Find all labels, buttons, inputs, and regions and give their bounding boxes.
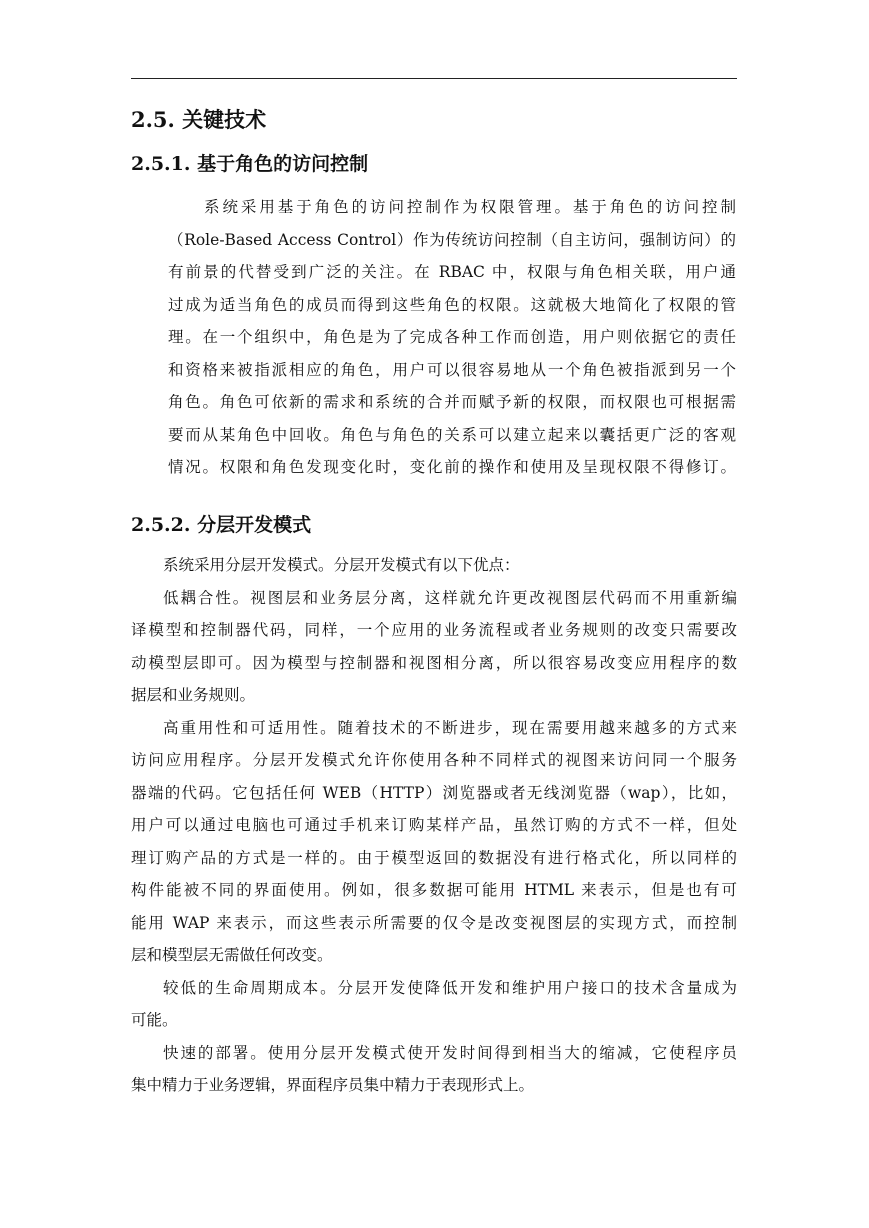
paragraph-line: 和资格来被指派相应的角色，用户可以很容易地从一个角色被指派到另一个 (168, 360, 736, 379)
paragraph-line: 据层和业务规则。 (131, 686, 256, 704)
paragraph-line: 过成为适当角色的成员而得到这些角色的权限。这就极大地简化了权限的管 (168, 295, 736, 314)
paragraph-line: 层和模型层无需做任何改变。 (131, 946, 333, 964)
paragraph-line: 情况。权限和角色发现变化时，变化前的操作和使用及呈现权限不得修订。 (168, 458, 736, 476)
paragraph-line: 器端的代码。它包括任何 WEB（HTTP）浏览器或者无线浏览器（wap），比如， (131, 783, 737, 802)
paragraph-line: （Role-Based Access Control）作为传统访问控制（自主访问，强制访问）的 (168, 230, 736, 249)
paragraph-line: 要而从某角色中回收。角色与角色的关系可以建立起来以囊括更广泛的客观 (168, 425, 736, 444)
paragraph-line: 理订购产品的方式是一样的。由于模型返回的数据没有进行格式化，所以同样的 (131, 848, 737, 867)
rbac-paragraph (168, 191, 736, 484)
paragraph-line: 集中精力于业务逻辑，界面程序员集中精力于表现形式上。 (131, 1076, 535, 1094)
paragraph-line: 角色。角色可依新的需求和系统的合并而赋予新的权限，而权限也可根据需 (168, 393, 736, 411)
paragraph-line: 有前景的代替受到广泛的关注。在 RBAC 中，权限与角色相关联，用户通 (168, 263, 736, 281)
paragraph-line: 系统采用分层开发模式。分层开发模式有以下优点： (163, 556, 520, 574)
section-heading-2-5-2: 2.5.2. 分层开发模式 (131, 514, 312, 536)
paragraph-line: 快速的部署。使用分层开发模式使开发时间得到相当大的缩减，它使程序员 (163, 1043, 737, 1062)
paragraph-line: 较低的生命周期成本。分层开发使降低开发和维护用户接口的技术含量成为 (163, 978, 737, 997)
paragraph-line: 能用 WAP 来表示，而这些表示所需要的仅令是改变视图层的实现方式，而控制 (131, 913, 737, 932)
paragraph-line: 系统采用基于角色的访问控制作为权限管理。基于角色的访问控制 (204, 198, 736, 216)
paragraph-line: 译模型和控制器代码，同样，一个应用的业务流程或者业务规则的改变只需要改 (131, 621, 737, 639)
paragraph-line: 低耦合性。视图层和业务层分离，这样就允许更改视图层代码而不用重新编 (163, 588, 737, 607)
paragraph-line: 访问应用程序。分层开发模式允许你使用各种不同样式的视图来访问同一个服务 (131, 751, 737, 769)
paragraph-line: 动模型层即可。因为模型与控制器和视图相分离，所以很容易改变应用程序的数 (131, 653, 737, 672)
paragraph-line: 可能。 (131, 1011, 178, 1029)
paragraph-line: 构件能被不同的界面使用。例如，很多数据可能用 HTML 来表示，但是也有可 (131, 881, 737, 899)
paragraph-line: 高重用性和可适用性。随着技术的不断进步，现在需要用越来越多的方式来 (163, 718, 737, 737)
section-heading-2-5-1: 2.5.1. 基于角色的访问控制 (131, 153, 369, 175)
section-heading-2-5: 2.5. 关键技术 (131, 107, 267, 132)
layered-dev-paragraphs (131, 549, 737, 1102)
paragraph-line: 理。在一个组织中，角色是为了完成各种工作而创造，用户则依据它的责任 (168, 328, 736, 346)
paragraph-line: 用户可以通过电脑也可通过手机来订购某样产品，虽然订购的方式不一样，但处 (131, 816, 737, 834)
header-rule (131, 78, 737, 79)
